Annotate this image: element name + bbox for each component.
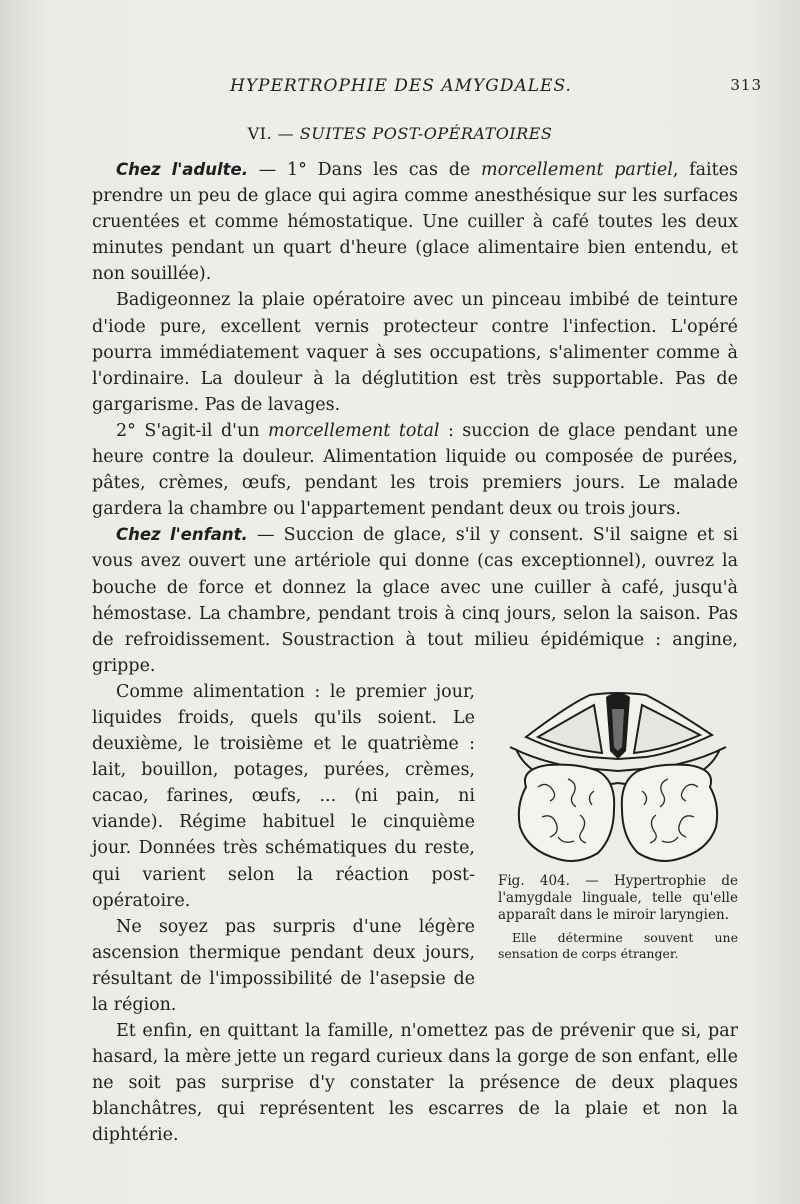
section-title: SUITES POST-OPÉRATOIRES [299,124,553,143]
figure-404 [498,679,738,1018]
term-morcellement-partiel: morcellement partiel [481,160,673,180]
paragraph-adulte-3 [92,418,738,522]
section-number: VI. — [247,124,295,143]
section-heading [0,124,800,143]
paragraph-enfant-3: Ne soyez pas surpris d'une légère ascension thermique pendant deux jours, résultant de l'impossibilité de l'asepsie de la région. [92,916,475,1015]
term-morcellement-total: morcellement total [267,420,440,441]
paragraph-enfant-4: Et enfin, en quittant la famille, n'omettez pas de prévenir que si, par hasard, la mère jette un regard curieux dans la gorge de son enfant, elle ne soit pas surprise d'y constater la présence de deux plaques blanchâtres, qui représentent les escarres de la plaie et non la diphtérie. [92,1021,738,1146]
lead-enfant: Chez l'enfant. [116,525,248,545]
caption-text: Fig. 404. — Hypertrophie de l'amygdale linguale, telle qu'elle apparaît dans le miroir laryngien. [498,872,738,923]
paragraph-enfant-2: Comme alimentation : le premier jour, liquides froids, quels qu'ils soient. Le deuxième, le troisième et le quatrième : lait, bouillon, potages, purées, crèmes, cacao, farines, œufs, ... (ni pain, ni viande). Régime habituel le cinquième jour. Données très schématiques du reste, qui varient selon la réaction post-opératoire. [92,681,475,911]
paragraph-adulte-2: Badigeonnez la plaie opératoire avec un pinceau imbibé de teinture d'iode pure, excellent vernis protecteur contre l'infection. L'opéré pourra immédiatement vaquer à ses occupations, s'alimenter comme à l'ordinaire. La douleur à la déglutition est très supportable. Pas de gargarisme. Pas de lavages. [92,290,738,415]
caption-note: Elle détermine souvent une sensation de corps étranger. [498,929,738,961]
lead-adulte: Chez l'adulte. [116,160,248,179]
running-title: HYPERTROPHIE DES AMYGDALES. [230,76,572,96]
lingual-tonsil-illustration [498,687,738,867]
text-adulte-3b: : succion de glace pendant une heure contre la douleur. Alimentation liquide ou composée de purées, pâtes, crèmes, œufs, pendant les trois premiers jours. Le malade gardera la chambre ou l'appartement pendant deux ou trois jours. [92,420,738,520]
text-and-figure [92,679,738,1018]
text-adulte-1a: — 1° Dans les cas de [247,160,482,180]
text-adulte-1b: , faites prendre un peu de glace qui agira comme anesthésique sur les surfaces cruentées et comme hémostatique. Une cuiller à café toutes les deux minutes pendant un quart d'heure (glace alimentaire bien entendu, et non souillée). [92,160,738,285]
figure-caption [498,873,738,962]
paragraph-adulte-1 [92,157,738,287]
text-adulte-3a: 2° S'agit-il d'un [116,420,268,441]
page-number: 313 [730,76,762,94]
left-column [92,679,475,1018]
body-text [92,157,738,1149]
text-enfant-1: — Succion de glace, s'il y consent. S'il saigne et si vous avez ouvert une artériole qui donne (cas exceptionnel), ouvrez la bouche de force et donnez la glace avec une cuiller à café, jusqu'à hémostase. La chambre, pendant trois à cinq jours, selon la saison. Pas de refroidissement. Soustraction à tout milieu épidémique : angine, grippe. [92,525,738,676]
paragraph-enfant-1 [92,522,738,679]
